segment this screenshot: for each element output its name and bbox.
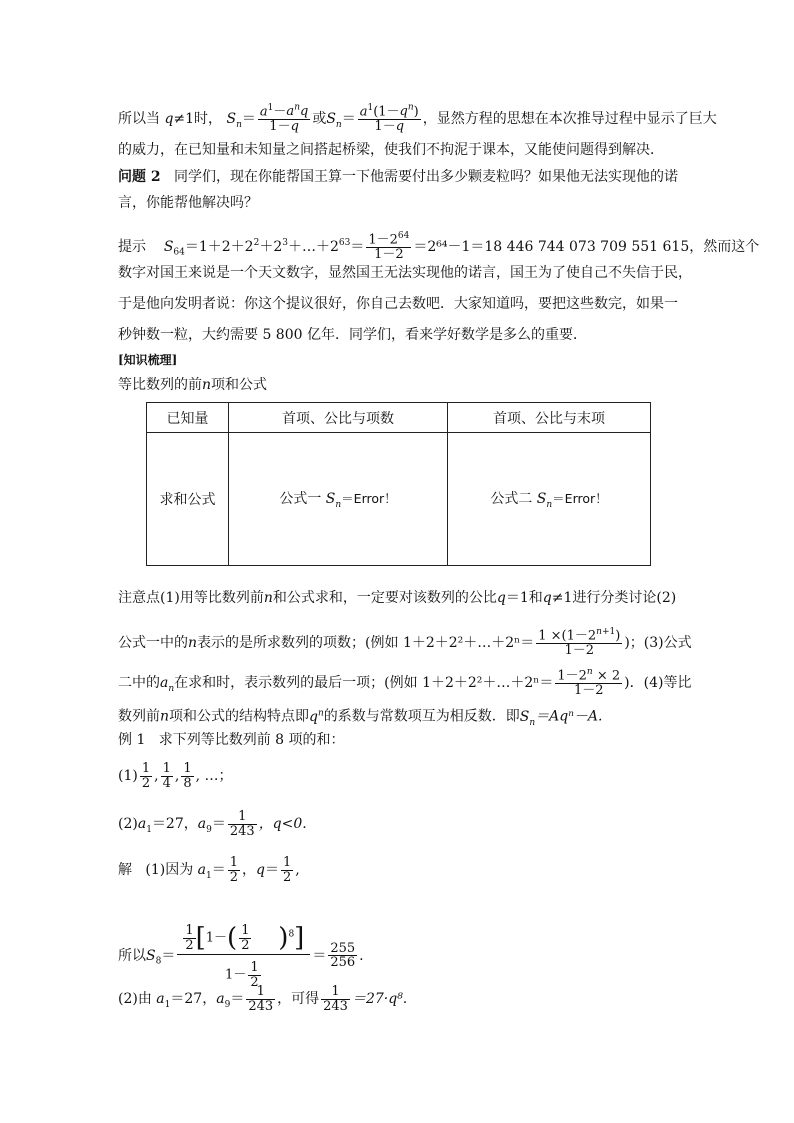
text: ， xyxy=(242,862,257,879)
solution-line: 解 (1)因为 $a_1=$ $\frac{1}{2}$ ，q＝ $\frac{1}{2}$ , xyxy=(118,855,300,885)
note-line: 公式一中的n表示的是所求数列的项数；(例如 1＋2＋2²＋…＋2ⁿ＝ $\frac{1 \times(1-2^{n+1})}{1-2}$ )；(3)公式 xyxy=(118,627,692,658)
table-cell: 公式二 $S_n=Error$！ xyxy=(448,433,651,566)
text: ＝27， xyxy=(151,816,198,833)
fraction: $\frac{1}{243}$ xyxy=(323,984,348,1014)
text: 项和公式 xyxy=(211,377,268,393)
text: ＝Error！ xyxy=(341,491,397,507)
text: ≠1进行分类讨论(2) xyxy=(551,590,677,606)
example-line xyxy=(118,730,345,750)
section-heading: [知识梳理] xyxy=(118,353,178,367)
question-line: 言，你能帮他解决吗？ xyxy=(118,195,258,211)
fraction: $\frac{1-2^{64}}{1-2}$ xyxy=(368,231,410,262)
text: 在求和时，表示数列的最后一项；(例如 1＋2＋2²＋…＋2ⁿ＝ xyxy=(174,674,554,691)
note-line: 二中的$a_n$在求和时，表示数列的最后一项；(例如 1＋2＋2²＋…＋2ⁿ＝ $\frac{1-2^n \times 2}{1-2}$ )．(4)等比 xyxy=(118,667,692,698)
text: 和公式求和，一定要对该数列的公比 xyxy=(272,590,497,606)
text: ≠1时， xyxy=(173,110,223,127)
table-cell: 首项、公比与末项 xyxy=(448,403,651,433)
text: )．(4)等比 xyxy=(624,674,692,691)
text: 公式一中的 xyxy=(118,634,188,651)
fraction: $\frac{1-2^n \times 2}{1-2}$ xyxy=(557,667,621,698)
text: (2)由 xyxy=(118,991,152,1008)
text: 二中的 xyxy=(118,674,160,691)
text: 求下列等比数列前 8 项的和： xyxy=(158,732,345,748)
text: ＝27·q⁸. xyxy=(351,991,408,1008)
example-item: $(2)a_1=27$，$a_9=$ $\frac{1}{243}$ ，q<0. xyxy=(118,809,307,839)
text: ＝ xyxy=(312,947,327,964)
hint-line: 于是他向发明者说：你这个提议很好，你自己去数吧．大家知道吗，要把这些数完，如果一 xyxy=(118,296,678,312)
fraction: $\frac{1}{2}$ xyxy=(283,855,292,885)
text: 或 xyxy=(312,110,327,127)
solution-label: 解 xyxy=(118,862,132,879)
fraction: $\frac{1}{2}$ xyxy=(250,960,259,990)
text: 表示的是所求数列的项数；(例如 1＋2＋2²＋…＋2ⁿ＝ xyxy=(197,634,535,651)
fraction: $\frac{1 \times(1-2^{n+1})}{1-2}$ xyxy=(538,627,621,658)
fraction: $\frac{1}{8}$ xyxy=(183,761,192,791)
text: (2) xyxy=(118,816,138,833)
example-label: 例 1 xyxy=(118,732,146,748)
text: ＝1和 xyxy=(505,590,543,606)
fraction: $\frac{255}{256}$ xyxy=(330,940,356,971)
solution-line: (2)由 $a_1=27$，$a_9=$ $\frac{1}{243}$ ，可得 $\frac{1}{243}$ ＝27·q⁸. xyxy=(118,984,408,1014)
fraction: $\frac{1}{2}$ xyxy=(185,923,194,953)
text: ＝27， xyxy=(170,991,217,1008)
text: ，显然方程的思想在本次推导过程中显示了巨大 xyxy=(422,110,717,127)
note-line: 注意点(1)用等比数列前n和公式求和，一定要对该数列的公比q＝1和q≠1进行分类讨论(2) xyxy=(118,590,677,606)
text: …； xyxy=(204,768,233,785)
text: ＝Aqⁿ－A. xyxy=(535,708,603,725)
hint-line: 提示 $S_{64}=1+2+2^2+2^3+\dots+2^{63}=$ $\frac{1-2^{64}}{1-2}$ ＝2⁶⁴－1＝18 446 744 073 709 551 615，然而这个 xyxy=(118,231,760,262)
text: 的系数与常数项互为相反数．即 xyxy=(323,708,520,725)
paragraph-line: 的威力，在已知量和未知量之间搭起桥梁，使我们不拘泥于课本，又能使问题得到解决． xyxy=(118,142,664,158)
question-line xyxy=(118,167,678,187)
text: (1)因为 xyxy=(145,862,194,879)
text: 数列前 xyxy=(118,708,160,725)
table-cell: 公式一 $S_n=Error$！ xyxy=(229,433,448,566)
question-label: 问题 2 xyxy=(118,169,161,185)
hint-line: 秒钟数一粒，大约需要 5 800 亿年．同学们，看来学好数学是多么的重要． xyxy=(118,327,587,343)
text: ＝ xyxy=(230,991,245,1008)
text: 所以 xyxy=(118,947,146,964)
text: 项和公式的结构特点即 xyxy=(169,708,310,725)
table-row xyxy=(147,433,651,566)
text: ，可得 xyxy=(277,991,320,1008)
table-cell: 已知量 xyxy=(147,403,229,433)
text: (1) xyxy=(118,768,138,785)
text: 等比数列的前 xyxy=(118,377,202,393)
fraction: $\frac{1}{2}$ xyxy=(141,761,151,791)
fraction: $\frac{a^1-a^nq}{1-q}$ xyxy=(259,103,309,134)
fraction: $\frac{1}{2}$ xyxy=(229,855,239,885)
formula-table xyxy=(146,402,651,566)
fraction: $\frac{a^1(1-q^n)}{1-q}$ xyxy=(359,103,419,134)
fraction: $\frac{1}{2}$ xyxy=(241,923,250,953)
text: ＝ xyxy=(265,862,279,879)
text: ＝ xyxy=(211,862,226,879)
table-cell: 求和公式 xyxy=(147,433,229,566)
solution-line: 所以$S_8=$ $\frac{1}{2}$ [1－( $\frac{1}{2}$ )$^8$] 1－ $\frac{1}{2}$ ＝ $\frac{255}{256}$ . xyxy=(118,923,364,990)
text: ，q<0. xyxy=(258,816,307,833)
fraction: $\frac{1}{243}$ xyxy=(229,809,255,839)
text: ＝Error！ xyxy=(552,491,608,507)
formula-line: 所以当 q≠1时， $S_n=$ $\frac{a^1-a^nq}{1-q}$ 或$S_n=$ $\frac{a^1(1-q^n)}{1-q}$ ，显然方程的思想在本次推导过程中显示了巨大 xyxy=(118,103,717,134)
text: 注意点(1)用等比数列前 xyxy=(118,590,264,606)
fraction: $\frac{1}{243}$ xyxy=(248,984,274,1014)
example-item: (1) $\frac{1}{2}$ , $\frac{1}{4}$ , $\frac{1}{8}$ , …； xyxy=(118,761,233,791)
fraction: $\frac{1}{4}$ xyxy=(162,761,171,791)
text: )；(3)公式 xyxy=(624,634,692,651)
fraction: $\frac{1}{2}$ [1－( $\frac{1}{2}$ )$^8$] 1－ $\frac{1}{2}$ xyxy=(177,922,310,990)
text: 公式二 xyxy=(490,491,533,508)
table-cell: 首项、公比与项数 xyxy=(229,403,448,433)
text: ＝ xyxy=(161,947,176,964)
text: 公式一 xyxy=(279,491,322,508)
note-line: 数列前n项和公式的结构特点即$q^n$的系数与常数项互为相反数．即$S_n=Aq^n-A$. xyxy=(118,708,603,728)
text: 所以当 xyxy=(118,110,160,127)
text: 同学们，现在你能帮国王算一下他需要付出多少颗麦粒吗？如果他无法实现他的诺 xyxy=(173,169,678,185)
table-caption: 等比数列的前n项和公式 xyxy=(118,377,268,393)
hint-label: 提示 xyxy=(118,238,146,255)
table-header-row xyxy=(147,403,651,433)
text: ＝ xyxy=(211,816,226,833)
hint-line: 数字对国王来说是一个天文数字，显然国王无法实现他的诺言，国王为了使自己不失信于民， xyxy=(118,265,692,281)
text: ＝2⁶⁴－1＝18 446 744 073 709 551 615，然而这个 xyxy=(413,238,760,255)
